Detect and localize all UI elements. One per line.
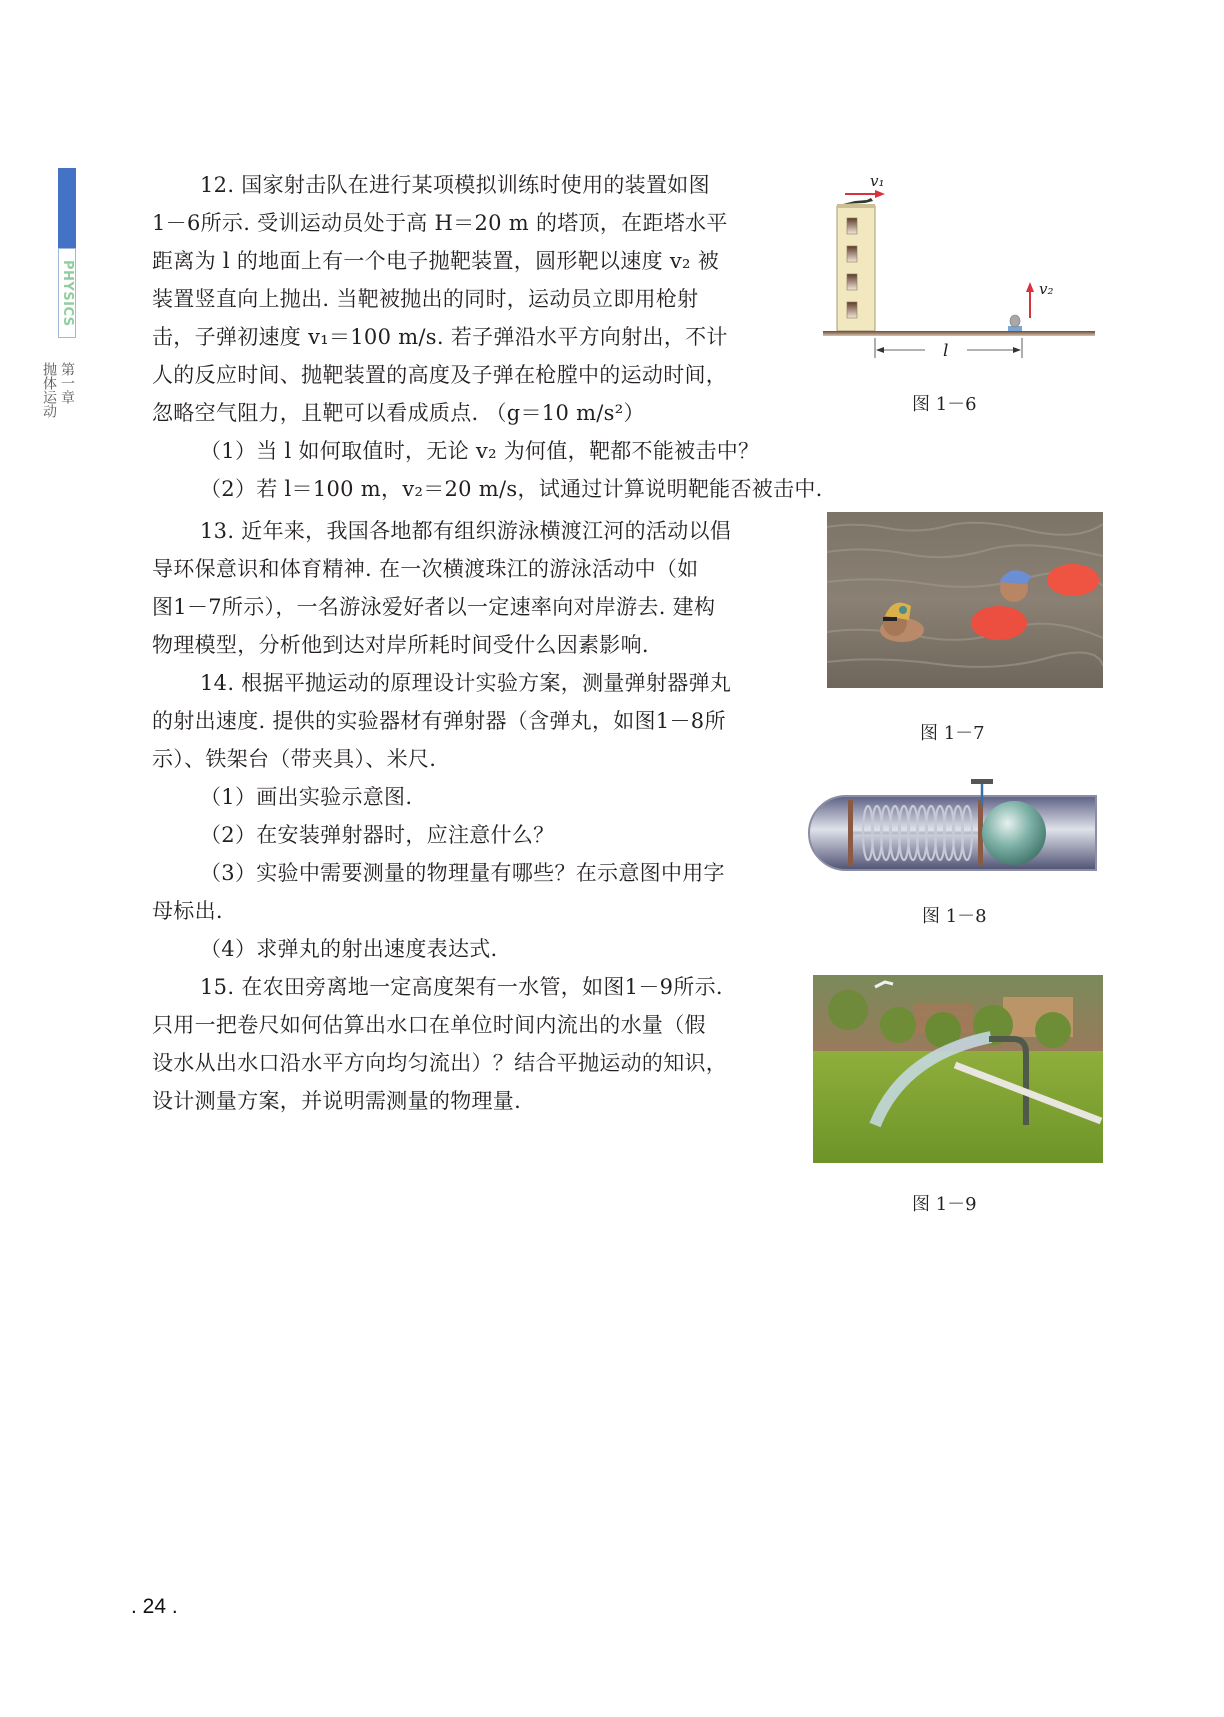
problem-15 bbox=[152, 968, 812, 1120]
text-line: 14. 根据平抛运动的原理设计实验方案，测量弹射器弹丸 bbox=[200, 671, 732, 695]
figure-1-6-caption: 图 1－6 bbox=[912, 394, 977, 415]
chapter-color-tab bbox=[58, 168, 76, 248]
ball-icon bbox=[982, 801, 1046, 865]
subject-label: PHYSICS bbox=[60, 259, 75, 327]
figure-1-8-caption: 图 1－8 bbox=[922, 906, 987, 927]
chapter-label bbox=[41, 362, 76, 418]
text-line: 12. 国家射击队在进行某项模拟训练时使用的装置如图 bbox=[200, 173, 710, 197]
sub-question-3-cont: 母标出. bbox=[152, 899, 223, 923]
figure-1-7-photo bbox=[827, 512, 1103, 688]
text-line: 距离为 l 的地面上有一个电子抛靶装置，圆形靶以速度 v₂ 被 bbox=[152, 249, 719, 273]
sub-question-3: （3）实验中需要测量的物理量有哪些？在示意图中用字 bbox=[200, 861, 725, 885]
problem-14 bbox=[152, 664, 812, 968]
figure-1-7-caption: 图 1－7 bbox=[920, 723, 985, 744]
problem-12 bbox=[152, 166, 823, 508]
text-line: 图1－7所示），一名游泳爱好者以一定速率向对岸游去. 建构 bbox=[152, 595, 716, 619]
sub-question-2: （2）若 l＝100 m，v₂＝20 m/s，试通过计算说明靶能否被击中. bbox=[200, 477, 823, 501]
text-line: 设水从出水口沿水平方向均匀流出）？结合平抛运动的知识， bbox=[152, 1051, 728, 1075]
shooter-icon bbox=[843, 198, 873, 204]
v2-label: v₂ bbox=[1039, 280, 1054, 298]
sub-question-1: （1）画出实验示意图. bbox=[200, 785, 413, 809]
ground bbox=[823, 331, 1095, 336]
chapter-title: 抛体运动 bbox=[41, 362, 57, 418]
text-line: 设计测量方案，并说明需测量的物理量. bbox=[152, 1089, 522, 1113]
target-icon bbox=[1010, 315, 1020, 327]
text-line: 的射出速度. 提供的实验器材有弹射器（含弹丸，如图1－8所 bbox=[152, 709, 726, 733]
figure-1-6-diagram bbox=[815, 168, 1105, 368]
distance-label: l bbox=[943, 341, 949, 361]
text-line: 13. 近年来，我国各地都有组织游泳横渡江河的活动以倡 bbox=[200, 519, 732, 543]
text-line: 忽略空气阻力，且靶可以看成质点. （g＝10 m/s²） bbox=[152, 401, 645, 425]
buoy-icon bbox=[971, 606, 1027, 640]
figure-1-9-photo bbox=[813, 975, 1103, 1163]
v1-label: v₁ bbox=[870, 172, 885, 190]
text-line: 示）、铁架台（带夹具）、米尺. bbox=[152, 747, 437, 771]
text-line: 1－6所示. 受训运动员处于高 H＝20 m 的塔顶，在距塔水平 bbox=[152, 211, 728, 235]
spring-base-plate bbox=[848, 800, 853, 866]
text-line: 击，子弹初速度 v₁＝100 m/s. 若子弹沿水平方向射出，不计 bbox=[152, 325, 728, 349]
text-line: 15. 在农田旁离地一定高度架有一水管，如图1－9所示. bbox=[200, 975, 723, 999]
buoy-icon bbox=[1047, 564, 1099, 596]
sub-question-4: （4）求弹丸的射出速度表达式. bbox=[200, 937, 498, 961]
page-number: . 24 . bbox=[131, 1595, 178, 1618]
text-line: 装置竖直向上抛出. 当靶被抛出的同时，运动员立即用枪射 bbox=[152, 287, 699, 311]
chapter-number: 第一章 bbox=[59, 362, 75, 404]
text-line: 物理模型，分析他到达对岸所耗时间受什么因素影响. bbox=[152, 633, 649, 657]
text-line: 导环保意识和体育精神. 在一次横渡珠江的游泳活动中（如 bbox=[152, 557, 699, 581]
figure-1-8-diagram bbox=[808, 776, 1104, 876]
sub-question-2: （2）在安装弹射器时，应注意什么？ bbox=[200, 823, 555, 847]
problem-13 bbox=[152, 512, 812, 664]
figure-1-9-caption: 图 1－9 bbox=[912, 1194, 977, 1215]
text-line: 人的反应时间、抛靶装置的高度及子弹在枪膛中的运动时间， bbox=[152, 363, 728, 387]
sub-question-1: （1）当 l 如何取值时，无论 v₂ 为何值，靶都不能被击中？ bbox=[200, 439, 760, 463]
text-line: 只用一把卷尺如何估算出水口在单位时间内流出的水量（假 bbox=[152, 1013, 706, 1037]
